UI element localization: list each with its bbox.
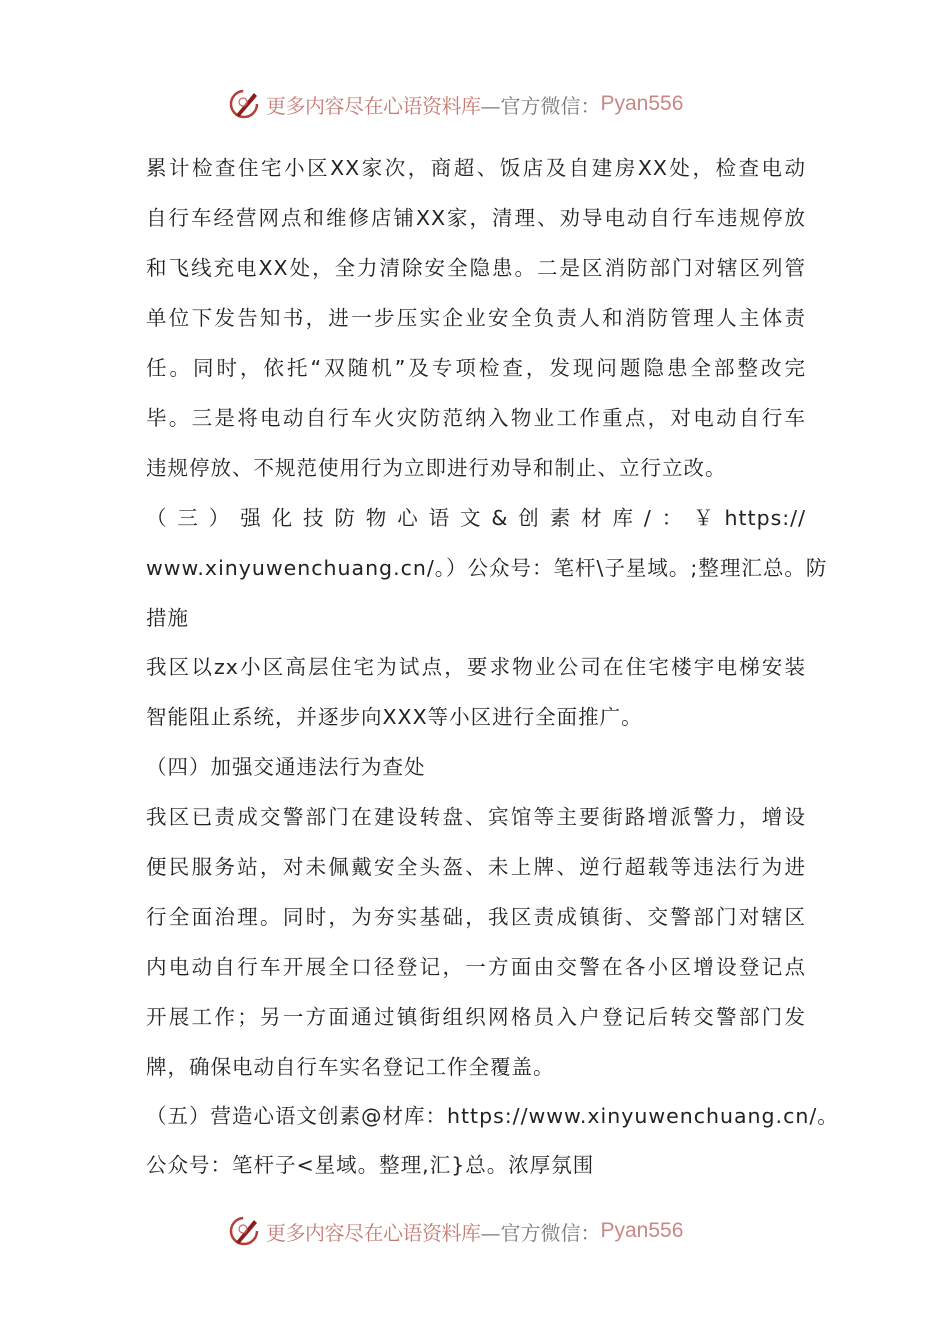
text-line: 和飞线充电XX处，全力清除安全隐患。二是区消防部门对辖区列管 [146, 256, 806, 280]
text-line: 自行车经营网点和维修店铺XX家，清理、劝导电动自行车违规停放 [146, 206, 806, 230]
text-line: 牌，确保电动自行车实名登记工作全覆盖。 [146, 1055, 555, 1079]
text-line: 措施 [146, 606, 189, 630]
text-line: （四）加强交通违法行为查处 [146, 755, 426, 779]
text-line: 毕。三是将电动自行车火灾防范纳入物业工作重点，对电动自行车 [146, 406, 806, 430]
footer-wechat: Pyan556 [600, 1219, 684, 1242]
text-line: 任。同时，依托“双随机”及专项检查，发现问题隐患全部整改完 [146, 356, 806, 380]
text-line: 单位下发告知书，进一步压实企业安全负责人和消防管理人主体责 [146, 306, 806, 330]
footer-separator: —官方微信： [480, 1220, 601, 1245]
pen-logo-icon [228, 1214, 262, 1248]
text-line: 行全面治理。同时，为夯实基础，我区责成镇街、交警部门对辖区 [146, 905, 806, 929]
text-line: （三）强化技防物心语文&创素材库/：￥https:// [146, 506, 806, 530]
watermark-footer [228, 1211, 728, 1251]
header-brand: 更多内容尽在心语资料库 [266, 93, 481, 118]
header-wechat: Pyan556 [600, 92, 684, 115]
text-line: （五）营造心语文创素@材库：https://www.xinyuwenchuang.cn/。 [146, 1104, 839, 1128]
text-line: 便民服务站，对未佩戴安全头盔、未上牌、逆行超载等违法行为进 [146, 855, 806, 879]
text-line: 公众号：笔杆子<星域。整理,汇}总。浓厚氛围 [146, 1153, 595, 1177]
watermark-header [228, 84, 728, 124]
header-separator: —官方微信： [480, 93, 601, 118]
text-line: 我区已责成交警部门在建设转盘、宾馆等主要街路增派警力，增设 [146, 805, 806, 829]
footer-brand: 更多内容尽在心语资料库 [266, 1220, 481, 1245]
pen-logo-icon [228, 87, 262, 121]
text-line: 累计检查住宅小区XX家次，商超、饭店及自建房XX处，检查电动 [146, 156, 806, 180]
text-line: www.xinyuwenchuang.cn/。）公众号：笔杆\子星域。;整理汇总。防 [146, 556, 828, 580]
text-line: 智能阻止系统，并逐步向XXX等小区进行全面推广。 [146, 705, 643, 729]
text-line: 违规停放、不规范使用行为立即进行劝导和制止、立行立改。 [146, 456, 727, 480]
text-line: 我区以zx小区高层住宅为试点，要求物业公司在住宅楼宇电梯安装 [146, 655, 806, 679]
text-line: 开展工作；另一方面通过镇街组织网格员入户登记后转交警部门发 [146, 1005, 806, 1029]
text-line: 内电动自行车开展全口径登记，一方面由交警在各小区增设登记点 [146, 955, 806, 979]
